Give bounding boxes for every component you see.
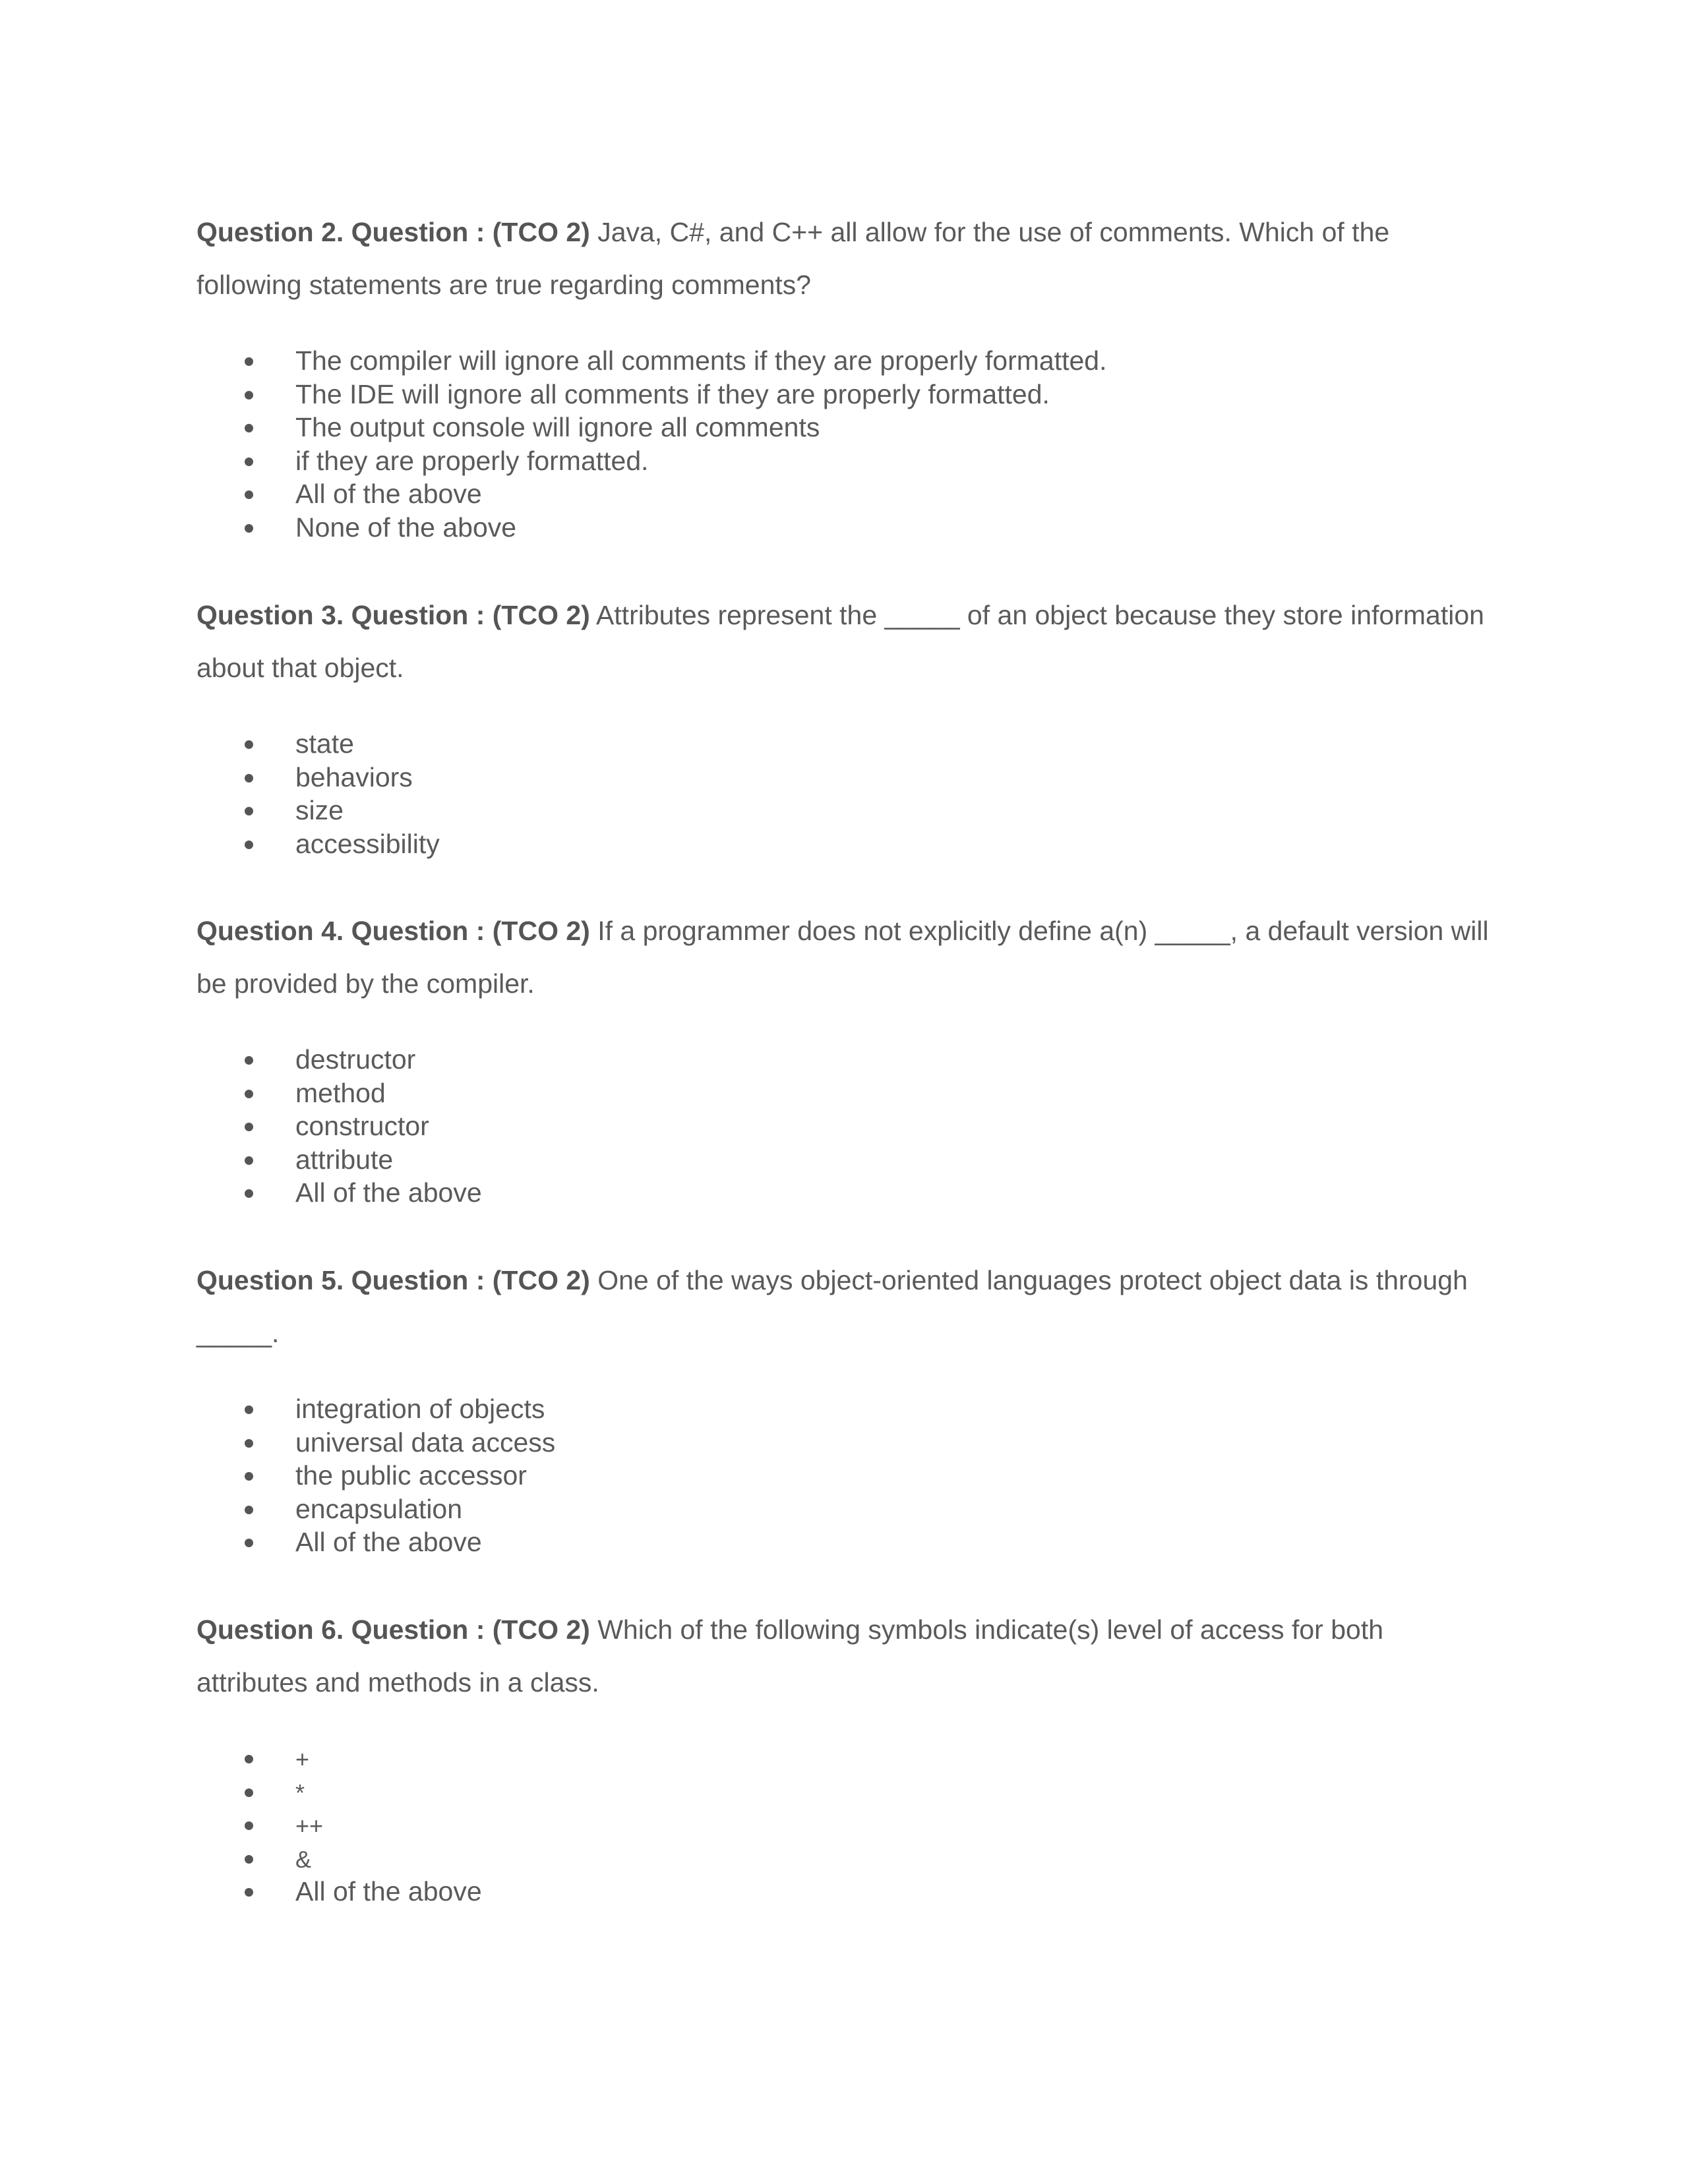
- option-list: [196, 727, 440, 860]
- option-text: All of the above: [295, 1177, 482, 1208]
- option-text: if they are properly formatted.: [295, 445, 649, 476]
- option-item: [196, 1808, 482, 1842]
- bullet-icon: [245, 1472, 253, 1481]
- bullet-icon: [245, 1888, 253, 1897]
- question-text: One of the ways object-oriented languages protect object data is through _____.: [196, 1265, 1468, 1348]
- bullet-icon: [245, 391, 253, 399]
- option-item: [196, 1043, 482, 1077]
- option-list: [196, 344, 1106, 544]
- option-text: state: [295, 728, 354, 759]
- bullet-icon: [245, 841, 253, 849]
- option-item: [196, 1392, 555, 1426]
- bullet-icon: [245, 1090, 253, 1098]
- option-text: All of the above: [295, 479, 482, 509]
- option-item: [196, 1077, 482, 1110]
- option-text: ++: [295, 1812, 324, 1839]
- option-item: [196, 1109, 482, 1143]
- bullet-icon: [245, 1755, 253, 1763]
- option-item: [196, 827, 440, 861]
- bullet-icon: [245, 490, 253, 499]
- question-label: Question 5. Question : (TCO 2): [196, 1265, 590, 1295]
- option-item: [196, 727, 440, 761]
- bullet-icon: [245, 740, 253, 749]
- option-item: [196, 444, 1106, 478]
- option-text: method: [295, 1077, 386, 1108]
- option-list: [196, 1742, 482, 1908]
- question-text: If a programmer does not explicitly define a(n) _____, a default version will be provided by the compiler.: [196, 916, 1489, 999]
- bullet-icon: [245, 774, 253, 782]
- question-3: [196, 589, 1502, 859]
- bullet-icon: [245, 1056, 253, 1065]
- question-text: Which of the following symbols indicate(s) level of access for both attributes and methods in a class.: [196, 1614, 1384, 1697]
- bullet-icon: [245, 1439, 253, 1448]
- bullet-icon: [245, 1156, 253, 1165]
- bullet-icon: [245, 1539, 253, 1547]
- question-stem: [196, 206, 1502, 311]
- option-item: [196, 1492, 555, 1526]
- option-text: &: [295, 1845, 312, 1873]
- option-item: [196, 511, 1106, 545]
- option-item: [196, 344, 1106, 378]
- option-text: *: [295, 1779, 305, 1806]
- bullet-icon: [245, 524, 253, 533]
- bullet-icon: [245, 1506, 253, 1514]
- option-item: [196, 1143, 482, 1177]
- option-item: [196, 1459, 555, 1492]
- bullet-icon: [245, 1788, 253, 1797]
- option-item: [196, 794, 440, 827]
- bullet-icon: [245, 424, 253, 432]
- question-text: Java, C#, and C++ all allow for the use of comments. Which of the following statements are true regarding comments?: [196, 217, 1390, 300]
- option-text: The compiler will ignore all comments if they are properly formatted.: [295, 345, 1107, 376]
- question-label: Question 3. Question : (TCO 2): [196, 600, 590, 630]
- bullet-icon: [245, 1821, 253, 1830]
- option-item: [196, 411, 1106, 444]
- option-item: [196, 1842, 482, 1875]
- question-label: Question 2. Question : (TCO 2): [196, 217, 590, 247]
- question-4: [196, 904, 1502, 1208]
- option-text: All of the above: [295, 1876, 482, 1906]
- option-text: The IDE will ignore all comments if they are properly formatted.: [295, 378, 1050, 409]
- option-text: the public accessor: [295, 1460, 527, 1490]
- question-stem: [196, 1254, 1502, 1359]
- option-list: [196, 1043, 482, 1210]
- bullet-icon: [245, 1123, 253, 1131]
- option-item: [196, 378, 1106, 411]
- bullet-icon: [245, 807, 253, 815]
- option-item: [196, 477, 1106, 511]
- option-text: size: [295, 795, 344, 825]
- question-6: [196, 1603, 1502, 1906]
- option-text: encapsulation: [295, 1493, 463, 1524]
- option-item: [196, 1775, 482, 1809]
- question-5: [196, 1254, 1502, 1557]
- option-text: +: [295, 1746, 310, 1773]
- bullet-icon: [245, 357, 253, 366]
- question-stem: [196, 904, 1502, 1010]
- option-item: [196, 1875, 482, 1908]
- option-item: [196, 1176, 482, 1210]
- question-label: Question 6. Question : (TCO 2): [196, 1614, 590, 1645]
- option-text: destructor: [295, 1044, 416, 1075]
- option-item: [196, 1525, 555, 1559]
- question-2: [196, 206, 1502, 543]
- option-item: [196, 1742, 482, 1775]
- bullet-icon: [245, 1855, 253, 1864]
- bullet-icon: [245, 457, 253, 466]
- option-item: [196, 761, 440, 794]
- option-text: behaviors: [295, 761, 413, 792]
- option-text: None of the above: [295, 512, 517, 543]
- option-text: integration of objects: [295, 1394, 545, 1424]
- option-text: accessibility: [295, 828, 440, 859]
- option-text: All of the above: [295, 1527, 482, 1557]
- question-text: Attributes represent the _____ of an object because they store information about that object.: [196, 600, 1484, 683]
- bullet-icon: [245, 1189, 253, 1198]
- option-text: The output console will ignore all comments: [295, 412, 820, 442]
- option-text: constructor: [295, 1111, 429, 1141]
- option-item: [196, 1426, 555, 1460]
- option-text: attribute: [295, 1144, 394, 1175]
- bullet-icon: [245, 1405, 253, 1414]
- question-stem: [196, 1603, 1502, 1709]
- option-text: universal data access: [295, 1427, 556, 1458]
- question-label: Question 4. Question : (TCO 2): [196, 916, 590, 946]
- option-list: [196, 1392, 555, 1559]
- question-stem: [196, 589, 1502, 694]
